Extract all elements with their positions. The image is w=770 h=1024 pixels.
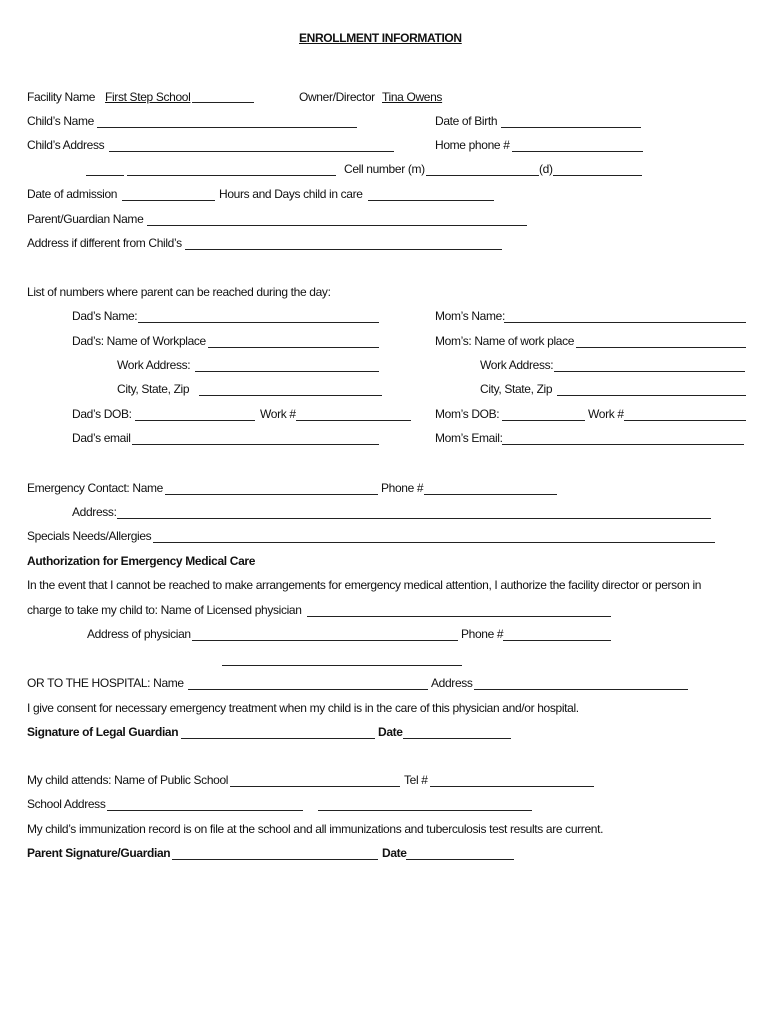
hours-days-field[interactable] — [368, 200, 494, 201]
child-address-field-3[interactable] — [127, 175, 336, 176]
parent-date-field[interactable] — [406, 859, 514, 860]
mom-city-field[interactable] — [557, 395, 746, 396]
emergency-name-field[interactable] — [165, 494, 378, 495]
cell-m-field[interactable] — [426, 175, 539, 176]
facility-value: First Step School — [105, 90, 191, 104]
child-name-field[interactable] — [97, 127, 357, 128]
mom-city-label: City, State, Zip — [480, 382, 553, 396]
physician-extra-field[interactable] — [222, 665, 462, 666]
special-needs-field[interactable] — [153, 542, 715, 543]
school-tel-label: Tel # — [404, 773, 428, 787]
dad-email-field[interactable] — [132, 444, 379, 445]
physician-address-field[interactable] — [192, 640, 458, 641]
cell-m-label: Cell number (m) — [344, 162, 425, 176]
child-address-label: Child’s Address — [27, 138, 105, 152]
dad-dob-field[interactable] — [135, 420, 255, 421]
owner-label: Owner/Director — [299, 90, 375, 104]
physician-address-label: Address of physician — [87, 627, 191, 641]
dad-email-label: Dad’s email — [72, 431, 131, 445]
cell-d-field[interactable] — [553, 175, 642, 176]
mom-email-label: Mom’s Email: — [435, 431, 503, 445]
home-phone-label: Home phone # — [435, 138, 510, 152]
emergency-address-field[interactable] — [117, 518, 711, 519]
guardian-name-label: Parent/Guardian Name — [27, 212, 144, 226]
emergency-phone-field[interactable] — [424, 494, 557, 495]
school-address-label: School Address — [27, 797, 106, 811]
guardian-name-field[interactable] — [147, 225, 527, 226]
auth-paragraph-1: In the event that I cannot be reached to make arrangements for emergency medical attention, I authorize the facility director or person in — [27, 578, 702, 592]
dad-work-address-field[interactable] — [195, 371, 379, 372]
physician-phone-label: Phone # — [461, 627, 504, 641]
mom-work-address-label: Work Address: — [480, 358, 554, 372]
mom-work-label: Work # — [588, 407, 624, 421]
mom-work-field[interactable] — [624, 420, 746, 421]
mom-workplace-field[interactable] — [576, 347, 746, 348]
dob-field[interactable] — [501, 127, 641, 128]
public-school-field[interactable] — [230, 786, 400, 787]
hospital-address-field[interactable] — [474, 689, 688, 690]
hospital-name-label: OR TO THE HOSPITAL: Name — [27, 676, 184, 690]
dad-work-field[interactable] — [296, 420, 411, 421]
guardian-date-label: Date — [378, 725, 403, 739]
auth-paragraph-2: charge to take my child to: Name of Licensed physician — [27, 603, 302, 617]
emergency-address-label: Address: — [72, 505, 117, 519]
owner-value: Tina Owens — [382, 90, 443, 104]
public-school-label: My child attends: Name of Public School — [27, 773, 229, 787]
form-title: ENROLLMENT INFORMATION — [299, 31, 462, 45]
child-address-field-2[interactable] — [86, 175, 124, 176]
physician-name-field[interactable] — [307, 616, 611, 617]
numbers-intro: List of numbers where parent can be reached during the day: — [27, 285, 331, 299]
guardian-signature-label: Signature of Legal Guardian — [27, 725, 179, 739]
facility-line[interactable] — [192, 102, 254, 103]
admission-field[interactable] — [122, 200, 215, 201]
mom-workplace-label: Mom’s: Name of work place — [435, 334, 575, 348]
school-tel-field[interactable] — [430, 786, 594, 787]
mom-name-field[interactable] — [504, 322, 746, 323]
dad-work-label: Work # — [260, 407, 296, 421]
hours-days-label: Hours and Days child in care — [219, 187, 363, 201]
facility-label: Facility Name — [27, 90, 96, 104]
dad-city-label: City, State, Zip — [117, 382, 190, 396]
dad-name-label: Dad’s Name: — [72, 309, 138, 323]
dad-city-field[interactable] — [199, 395, 382, 396]
mom-name-label: Mom’s Name: — [435, 309, 505, 323]
mom-email-field[interactable] — [502, 444, 744, 445]
mom-work-address-field[interactable] — [554, 371, 745, 372]
physician-phone-field[interactable] — [503, 640, 611, 641]
home-phone-field[interactable] — [512, 151, 643, 152]
address-different-label: Address if different from Child’s — [27, 236, 182, 250]
parent-signature-label: Parent Signature/Guardian — [27, 846, 171, 860]
emergency-phone-label: Phone # — [381, 481, 424, 495]
dad-dob-label: Dad’s DOB: — [72, 407, 132, 421]
mom-dob-field[interactable] — [502, 420, 585, 421]
child-address-field[interactable] — [109, 151, 394, 152]
address-different-field[interactable] — [185, 249, 502, 250]
guardian-date-field[interactable] — [403, 738, 511, 739]
special-needs-label: Specials Needs/Allergies — [27, 529, 152, 543]
hospital-address-label: Address — [431, 676, 473, 690]
hospital-name-field[interactable] — [188, 689, 428, 690]
dad-workplace-label: Dad’s: Name of Workplace — [72, 334, 206, 348]
mom-dob-label: Mom’s DOB: — [435, 407, 500, 421]
parent-signature-field[interactable] — [172, 859, 378, 860]
dob-label: Date of Birth — [435, 114, 498, 128]
dad-work-address-label: Work Address: — [117, 358, 191, 372]
immunization-text: My child’s immunization record is on file at the school and all immunizations and tuberculosis test results are current. — [27, 822, 604, 836]
parent-date-label: Date — [382, 846, 407, 860]
school-address-field[interactable] — [107, 810, 303, 811]
dad-workplace-field[interactable] — [208, 347, 379, 348]
consent-text: I give consent for necessary emergency treatment when my child is in the care of this physician and/or hospital. — [27, 701, 579, 715]
child-name-label: Child’s Name — [27, 114, 94, 128]
admission-label: Date of admission — [27, 187, 118, 201]
emergency-name-label: Emergency Contact: Name — [27, 481, 164, 495]
cell-d-label: (d) — [539, 162, 553, 176]
auth-heading: Authorization for Emergency Medical Care — [27, 554, 256, 568]
guardian-signature-field[interactable] — [181, 738, 375, 739]
dad-name-field[interactable] — [138, 322, 379, 323]
school-address-field-2[interactable] — [318, 810, 532, 811]
